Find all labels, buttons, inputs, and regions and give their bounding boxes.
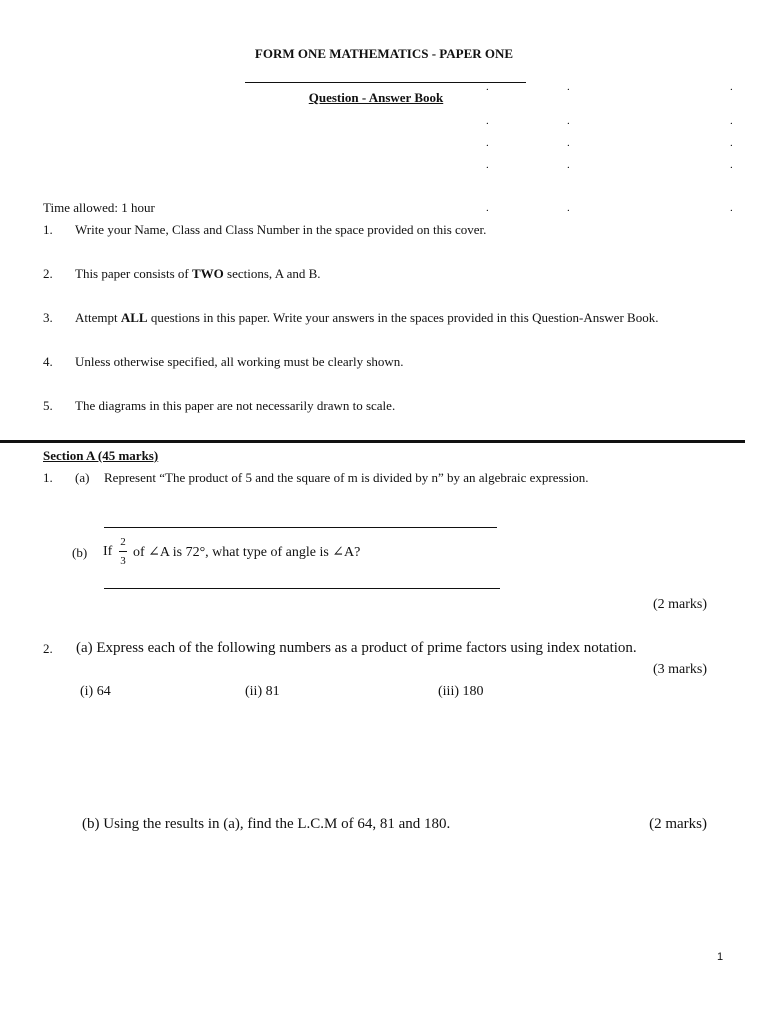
question-1b-if: If [103, 544, 113, 559]
question-1b-label: (b) [72, 545, 88, 560]
cover-dot: . [730, 81, 733, 93]
cover-dot: . [486, 81, 489, 93]
instruction-text: This paper consists of TWO sections, A and B. [75, 266, 321, 281]
title-underline [245, 82, 526, 83]
instruction-text: Unless otherwise specified, all working must be clearly shown. [75, 354, 404, 369]
fraction-denominator: 3 [120, 555, 126, 567]
question-1a-text: Represent “The product of 5 and the square of m is divided by n” by an algebraic expression. [104, 470, 589, 485]
cover-dot: . [567, 137, 570, 149]
instruction-number: 1. [43, 222, 53, 237]
cover-dot: . [486, 115, 489, 127]
time-allowed: Time allowed: 1 hour [43, 200, 155, 215]
instruction-number: 3. [43, 310, 53, 325]
page-number: 1 [717, 951, 724, 963]
section-a-heading: Section A (45 marks) [43, 448, 159, 463]
fraction-bar [119, 551, 127, 552]
question-2a-text: (a) Express each of the following numbers as a product of prime factors using index notation. [76, 640, 637, 656]
page-subtitle: Question - Answer Book [308, 90, 444, 105]
question-1a-label: (a) [75, 470, 90, 485]
instruction-text: Attempt ALL questions in this paper. Write your answers in the spaces provided in this Question-Answer Book. [75, 310, 659, 325]
cover-dot: . [730, 137, 733, 149]
instruction-number: 4. [43, 354, 53, 369]
cover-dot: . [486, 137, 489, 149]
instruction-text: Write your Name, Class and Class Number in the space provided on this cover. [75, 222, 487, 237]
question-2a-part-ii: (ii) 81 [245, 684, 280, 699]
cover-dot: . [567, 202, 570, 214]
cover-dot: . [730, 159, 733, 171]
question-1-marks: (2 marks) [652, 597, 707, 612]
cover-dot: . [567, 115, 570, 127]
section-divider [0, 440, 745, 443]
instruction-text: The diagrams in this paper are not necessarily drawn to scale. [75, 398, 396, 413]
question-2a-part-i: (i) 64 [80, 684, 111, 699]
question-2b-text: (b) Using the results in (a), find the L.C.M of 64, 81 and 180. [82, 816, 451, 832]
instruction-number: 2. [43, 266, 53, 281]
cover-dot: . [486, 159, 489, 171]
question-1b-text: of ∠A is 72°, what type of angle is ∠A? [133, 545, 361, 560]
answer-line-1b [104, 588, 500, 589]
question-2a-marks: (3 marks) [652, 662, 707, 677]
question-2-number: 2. [43, 641, 53, 656]
answer-line-1a [104, 527, 497, 528]
cover-dot: . [730, 115, 733, 127]
cover-dot: . [567, 81, 570, 93]
question-2a-part-iii: (iii) 180 [438, 684, 484, 699]
question-2b-marks: (2 marks) [649, 816, 707, 832]
cover-dot: . [567, 159, 570, 171]
cover-dot: . [486, 202, 489, 214]
page-title: FORM ONE MATHEMATICS - PAPER ONE [254, 46, 514, 61]
question-1-number: 1. [43, 470, 53, 485]
fraction-numerator: 2 [120, 536, 126, 548]
instruction-number: 5. [43, 398, 53, 413]
cover-dot: . [730, 202, 733, 214]
